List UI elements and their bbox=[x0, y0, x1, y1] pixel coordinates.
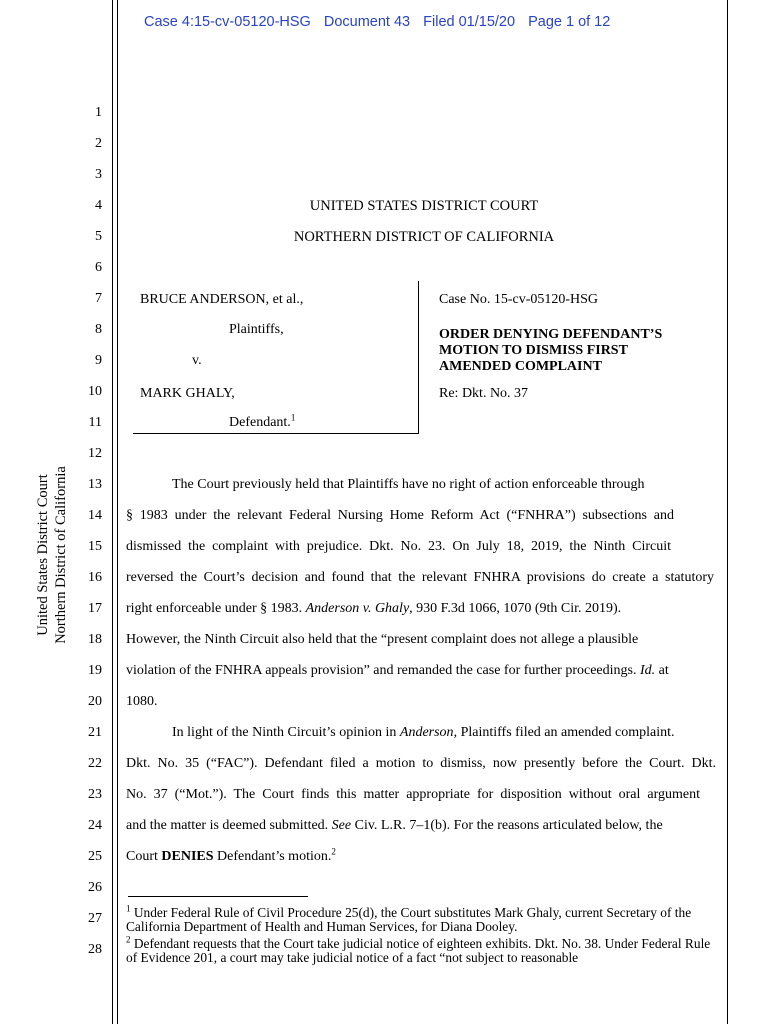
ecf-header bbox=[144, 14, 619, 30]
footnote-text: Under Federal Rule of Civil Procedure 25(d), the Court substitutes Mark Ghaly, current Secretary of the California Department of Health and Human Services, for Diana Dooley. bbox=[126, 905, 692, 934]
line-number: 8 bbox=[95, 322, 102, 337]
line-number: 13 bbox=[88, 477, 102, 492]
caption-plaintiff-role: Plaintiffs, bbox=[229, 322, 284, 337]
body-line: § 1983 under the relevant Federal Nursing Home Reform Act (“FNHRA”) subsections and bbox=[126, 508, 674, 523]
line-number: 5 bbox=[95, 229, 102, 244]
body-line bbox=[126, 846, 716, 865]
line-number: 28 bbox=[88, 942, 102, 957]
text: violation of the FNHRA appeals provision” and remanded the case for further proceedings. bbox=[126, 663, 640, 678]
line-number: 21 bbox=[88, 725, 102, 740]
line-number: 19 bbox=[88, 663, 102, 678]
body-line: dismissed the complaint with prejudice. Dkt. No. 23. On July 18, 2019, the Ninth Circuit bbox=[126, 539, 671, 554]
line-number: 26 bbox=[88, 880, 102, 895]
caption-horizontal-rule bbox=[133, 433, 419, 434]
id-citation: Id. bbox=[639, 663, 656, 678]
body-line bbox=[172, 725, 717, 741]
line-number: 15 bbox=[88, 539, 102, 554]
header-document: Document 43 bbox=[323, 14, 411, 30]
body-line bbox=[126, 663, 716, 679]
docket-reference: Re: Dkt. No. 37 bbox=[439, 386, 529, 401]
see-signal: See bbox=[331, 818, 352, 833]
body-line bbox=[126, 818, 716, 834]
order-title-line-3: AMENDED COMPLAINT bbox=[439, 359, 602, 374]
header-filed: Filed 01/15/20 bbox=[423, 14, 516, 30]
body-line: reversed the Court’s decision and found that the relevant FNHRA provisions do create a statutory bbox=[126, 570, 714, 585]
footnote-ref-2: 2 bbox=[331, 846, 336, 857]
footnote-separator bbox=[128, 896, 308, 897]
line-number: 23 bbox=[88, 787, 102, 802]
line-number: 20 bbox=[88, 694, 102, 709]
text: Civ. L.R. 7–1(b). For the reasons articulated below, the bbox=[351, 818, 663, 833]
line-number: 10 bbox=[88, 384, 102, 399]
line-number: 27 bbox=[88, 911, 102, 926]
footnote-text: Defendant requests that the Court take judicial notice of eighteen exhibits. Dkt. No. 38. Under Federal Rule of Evidence 201, a court may take judicial notice of a fact “not subject to reasonable bbox=[126, 936, 711, 965]
line-number: 6 bbox=[95, 260, 102, 275]
text: Court bbox=[126, 849, 162, 864]
line-number: 16 bbox=[88, 570, 102, 585]
holding: DENIES bbox=[161, 849, 214, 864]
body-line bbox=[126, 601, 716, 617]
defendant-role-text: Defendant. bbox=[229, 415, 291, 430]
order-title-line-2: MOTION TO DISMISS FIRST bbox=[439, 343, 628, 358]
text: , 930 F.3d 1066, 1070 (9th Cir. 2019). bbox=[409, 601, 622, 616]
header-page: Page 1 of 12 bbox=[528, 14, 611, 30]
footnote-2 bbox=[126, 934, 716, 965]
line-number: 11 bbox=[88, 415, 102, 430]
caption-versus: v. bbox=[192, 353, 202, 368]
caption-defendant-role bbox=[229, 412, 296, 431]
line-number: 22 bbox=[88, 756, 102, 771]
sidebar-district: Northern District of California bbox=[53, 466, 69, 644]
line-number: 25 bbox=[88, 849, 102, 864]
footnote-ref-1: 1 bbox=[290, 412, 296, 423]
line-number: 2 bbox=[95, 136, 102, 151]
line-number: 18 bbox=[88, 632, 102, 647]
court-district: NORTHERN DISTRICT OF CALIFORNIA bbox=[293, 229, 555, 245]
text: In light of the Ninth Circuit’s opinion in bbox=[172, 725, 400, 740]
body-line: Dkt. No. 35 (“FAC”). Defendant filed a motion to dismiss, now presently before the Court. Dkt. bbox=[126, 756, 716, 771]
text: , Plaintiffs filed an amended complaint. bbox=[453, 725, 675, 740]
court-sidebar-label bbox=[34, 466, 70, 644]
line-number: 17 bbox=[88, 601, 102, 616]
text: at bbox=[655, 663, 669, 678]
line-number: 9 bbox=[95, 353, 102, 368]
case-citation: Anderson v. Ghaly bbox=[305, 601, 410, 616]
body-line: 1080. bbox=[126, 694, 158, 709]
line-number: 1 bbox=[95, 105, 102, 120]
footnote-marker: 2 bbox=[126, 934, 131, 945]
line-number: 12 bbox=[88, 446, 102, 461]
case-citation: Anderson bbox=[399, 725, 454, 740]
caption-plaintiff: BRUCE ANDERSON, et al., bbox=[140, 292, 304, 307]
caption-vertical-rule bbox=[418, 281, 419, 434]
right-margin-rule bbox=[727, 0, 728, 1024]
line-number: 4 bbox=[95, 198, 102, 213]
left-margin-rule-inner bbox=[117, 0, 118, 1024]
footnote-1 bbox=[126, 903, 716, 934]
header-case: Case 4:15-cv-05120-HSG bbox=[144, 14, 311, 30]
line-number: 7 bbox=[95, 291, 102, 306]
text: and the matter is deemed submitted. bbox=[126, 818, 332, 833]
sidebar-court: United States District Court bbox=[35, 474, 51, 636]
case-number: Case No. 15-cv-05120-HSG bbox=[439, 292, 599, 307]
line-number: 14 bbox=[88, 508, 102, 523]
line-number: 3 bbox=[95, 167, 102, 182]
court-name: UNITED STATES DISTRICT COURT bbox=[309, 198, 539, 214]
body-line: However, the Ninth Circuit also held that the “present complaint does not allege a plausible bbox=[126, 632, 639, 647]
body-line: No. 37 (“Mot.”). The Court finds this matter appropriate for disposition without oral argument bbox=[126, 787, 700, 802]
order-title-line-1: ORDER DENYING DEFENDANT’S bbox=[439, 327, 663, 342]
caption-defendant: MARK GHALY, bbox=[140, 386, 235, 401]
body-line: The Court previously held that Plaintiffs have no right of action enforceable through bbox=[172, 477, 645, 492]
left-margin-rule bbox=[112, 0, 113, 1024]
text: right enforceable under § 1983. bbox=[126, 601, 306, 616]
line-number: 24 bbox=[88, 818, 102, 833]
text: Defendant’s motion. bbox=[213, 849, 332, 864]
footnote-marker: 1 bbox=[126, 903, 131, 914]
